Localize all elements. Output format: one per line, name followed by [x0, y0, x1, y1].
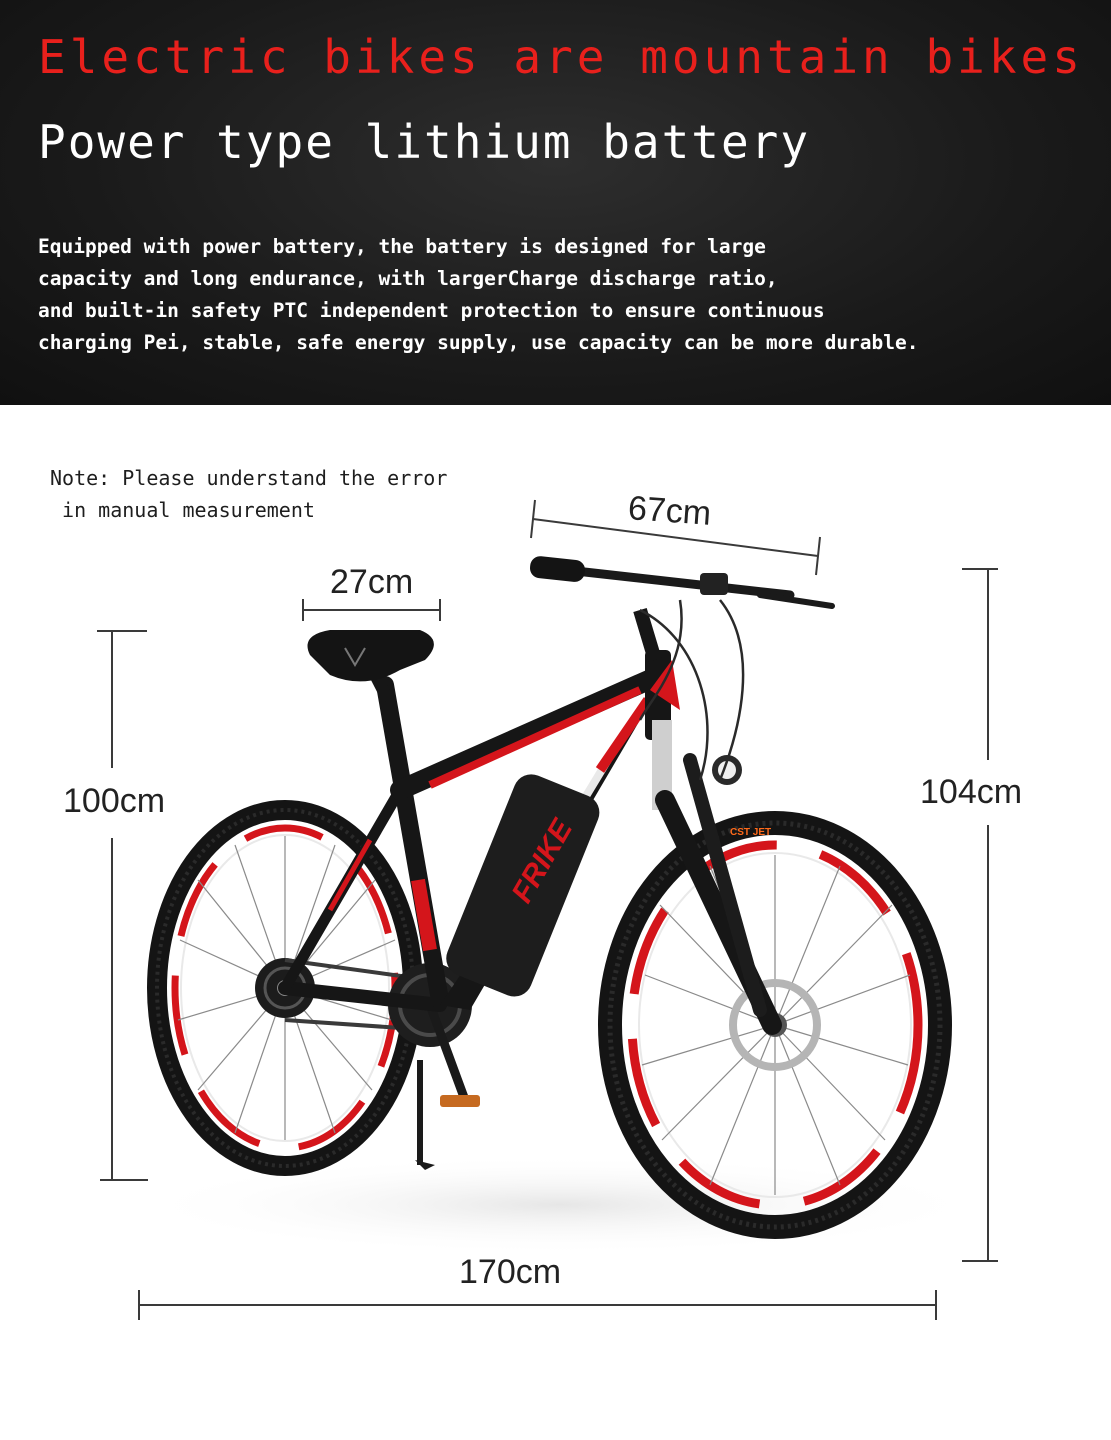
saddle: [308, 630, 434, 681]
saddle-height-label: 100cm: [63, 782, 166, 820]
handlebar: [529, 555, 832, 780]
handlebar-height-label: 104cm: [920, 773, 1023, 811]
note-line: Note: Please understand the error: [50, 466, 448, 490]
left-grip: [529, 555, 586, 583]
brake-lever: [760, 595, 832, 606]
seat: [308, 630, 434, 700]
description-line: capacity and long endurance, with largerCharge discharge ratio,: [38, 267, 778, 290]
subheadline: Power type lithium battery: [38, 115, 811, 169]
frame-brand: FRIKE: [505, 814, 580, 909]
display-unit: [700, 573, 728, 595]
headline: Electric bikes are mountain bikes: [38, 30, 1084, 84]
description-line: Equipped with power battery, the battery is designed for large: [38, 235, 766, 258]
description: [38, 231, 1088, 359]
total-length-label: 170cm: [459, 1253, 562, 1291]
description-line: charging Pei, stable, safe energy supply, use capacity can be more durable.: [38, 331, 919, 354]
note-line: in manual measurement: [50, 498, 315, 522]
handlebar-width-label: 67cm: [626, 489, 713, 533]
pedal: [440, 1095, 480, 1107]
saddle-length-label: 27cm: [330, 563, 414, 601]
description-line: and built-in safety PTC independent protection to ensure continuous: [38, 299, 825, 322]
header-banner: [0, 0, 1111, 405]
tire-brand: CST JET: [730, 827, 772, 838]
